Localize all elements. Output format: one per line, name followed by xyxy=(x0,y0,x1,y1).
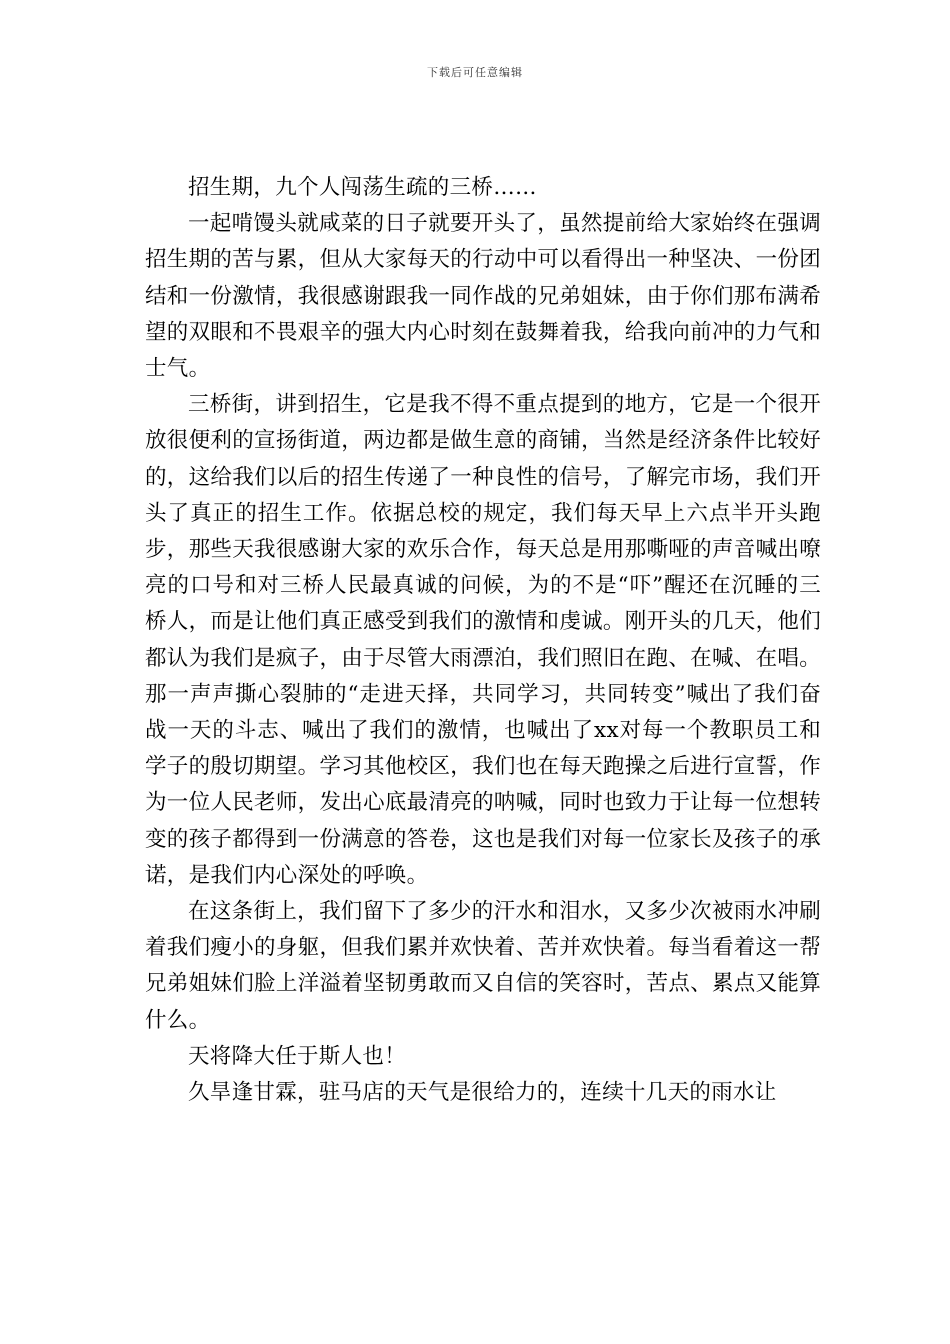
paragraph: 久旱逢甘霖，驻马店的天气是很给力的，连续十几天的雨水让 xyxy=(188,1080,777,1106)
paragraph: 三桥街，讲到招生，它是我不得不重点提到的地方，它是一个很开放很便利的宣扬街道，两边都是做生意的商铺，当然是经济条件比较好的，这给我们以后的招生传递了一种良性的信号，了解完市场，我们开头了真正的招生工作。依据总校的规定，我们每天早上六点半开头跑步，那些天我很感谢大家的欢乐合作，每天总是用那嘶哑的声音喊出嘹亮的口号和对三桥人民最真诚的问候，为的不是“吓”醒还在沉睡的三桥人，而是让他们真正感受到我们的激情和虔诚。刚开头的几天，他们都认为我们是疯子，由于尽管大雨漂泊，我们照旧在跑、在喊、在唱。那一声声撕心裂肺的“走进天择，共同学习，共同转变”喊出了我们奋战一天的斗志、喊出了我们的激情，也喊出了xx对每一个教职员工和学子的殷切期望。学习其他校区，我们也在每天跑操之后进行宣誓，作为一位人民老师，发出心底最清亮的呐喊，同时也致力于让每一位想转变的孩子都得到一份满意的答卷，这也是我们对每一位家长及孩子的承诺，是我们内心深处的呼唤。 xyxy=(145,392,821,888)
page-header: 下载后可任意编辑 xyxy=(427,66,523,79)
paragraph: 招生期，九个人闯荡生疏的三桥…… xyxy=(188,175,537,200)
paragraph: 一起啃馒头就咸菜的日子就要开头了，虽然提前给大家始终在强调招生期的苦与累，但从大家每天的行动中可以看得出一种坚决、一份团结和一份激情，我很感谢跟我一同作战的兄弟姐妹，由于你们那布满希望的双眼和不畏艰辛的强大内心时刻在鼓舞着我，给我向前冲的力气和士气。 xyxy=(145,211,821,382)
document-body xyxy=(145,170,821,1111)
paragraph: 在这条街上，我们留下了多少的汗水和泪水，又多少次被雨水冲刷着我们瘦小的身躯，但我们累并欢快着、苦并欢快着。每当看着这一帮兄弟姐妹们脸上洋溢着坚韧勇敢而又自信的笑容时，苦点、累点又能算什么。 xyxy=(145,899,821,1033)
paragraph: 天将降大任于斯人也！ xyxy=(188,1043,407,1069)
